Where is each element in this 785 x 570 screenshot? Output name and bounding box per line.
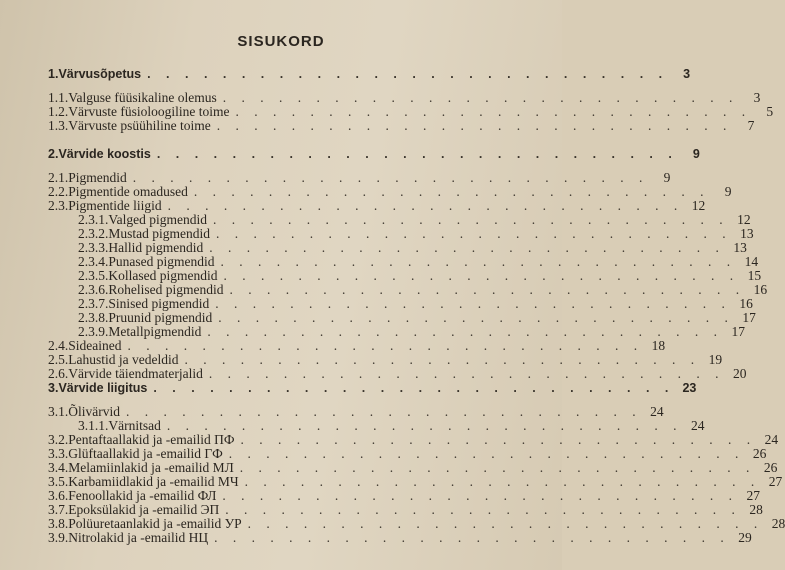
dot-leader: . . . . . . . . . . . . . . . . . . . . . . . . . . . . [220,254,737,269]
toc-title: Pruunid pigmendid [108,310,213,325]
toc-number: 2.3.8. [78,310,109,325]
dot-leader: . . . . . . . . . . . . . . . . . . . . . . . . . . . . [228,446,745,461]
toc-number: 3.1.1. [78,418,109,433]
toc-number: 1.1. [48,90,69,105]
dot-leader: . . . . . . . . . . . . . . . . . . . . . . . . . . . . [229,282,746,297]
dot-leader: . . . . . . . . . . . . . . . . . . . . . . . . . . . . [235,104,752,119]
toc-title: Värvuste füsioloogiline toime [68,104,230,119]
toc-number: 2.6. [48,366,69,381]
toc-number: 2. [48,147,59,161]
dot-leader: . . . . . . . . . . . . . . . . . . . . . . . . . . . . [218,310,734,325]
toc-page-number: 3 [753,90,761,105]
toc-number: 2.3.5. [78,268,109,283]
toc-title: Pigmentide liigid [68,198,162,213]
toc-number: 2.3.6. [78,282,109,297]
dot-leader: . . . . . . . . . . . . . . . . . . . . . . . . . . . . [208,366,725,381]
dot-leader: . . . . . . . . . . . . . . . . . . . . . . . . . . . . [193,184,710,199]
toc-title: Sinised pigmendid [108,296,210,311]
toc-page-number: 24 [764,432,779,447]
toc-title: Lahustid ja vedeldid [68,352,179,367]
dot-leader: . . . . . . . . . . . . . . . . . . . . . . . . . . . . [212,212,729,227]
toc-title: Mustad pigmendid [108,226,210,241]
toc-entry [48,118,755,134]
toc-page-number: 12 [737,212,751,227]
toc-number: 1. [48,67,59,81]
dot-leader: . . . . . . . . . . . . . . . . . . . . . . . . . . . . [244,474,761,489]
toc-section-heading [48,66,691,82]
toc-page-number: 29 [738,530,752,545]
toc-title: Värvide koostis [58,147,151,161]
dot-leader: . . . . . . . . . . . . . . . . . . . . . . . . . . . . [132,170,649,185]
toc-number: 3.6. [48,488,69,503]
toc-number: 2.3.3. [78,240,109,255]
toc-number: 2.3.7. [78,296,109,311]
toc-title: Sideained [68,338,122,353]
toc-section-heading [48,380,697,396]
page-title: SISUKORD [237,33,325,50]
dot-leader: . . . . . . . . . . . . . . . . . . . . . . . . . . . . [126,404,642,419]
toc-entry [48,530,752,546]
toc-page-number: 24 [690,418,705,433]
toc-title: Glüftaallakid ja -emailid ГФ [68,446,223,461]
toc-number: 2.4. [48,338,69,353]
toc-page-number: 12 [691,198,706,213]
toc-title: Õlivärvid [68,404,120,419]
dot-leader: . . . . . . . . . . . . . . . . . . . . . . . . . . . . [147,67,669,81]
dot-leader: . . . . . . . . . . . . . . . . . . . . . . . . . . . . [223,268,740,283]
dot-leader: . . . . . . . . . . . . . . . . . . . . . . . . . . . . [127,338,644,353]
toc-number: 2.3. [48,198,69,213]
toc-number: 1.2. [48,104,69,119]
toc-page-number: 14 [744,254,759,269]
dot-leader: . . . . . . . . . . . . . . . . . . . . . . . . . . . . [214,530,730,545]
toc-number: 3.9. [48,530,69,545]
toc-title: Värvide liigitus [58,381,148,395]
toc-title: Pigmendid [68,170,127,185]
toc-title: Värnitsad [108,418,161,433]
toc-number: 2.3.2. [78,226,109,241]
toc-page-number: 9 [724,184,732,199]
toc-title: Värvide täiendmaterjalid [68,366,203,381]
toc-title: Värvusõpetus [58,67,142,81]
toc-number: 2.5. [48,352,69,367]
toc-title: Värvuste psüühiline toime [68,118,211,133]
dot-leader: . . . . . . . . . . . . . . . . . . . . . . . . . . . . [167,198,684,213]
toc-page-number: 16 [739,296,753,311]
dot-leader: . . . . . . . . . . . . . . . . . . . . . . . . . . . . [247,516,764,531]
toc-page-number: 7 [747,118,755,133]
toc-page-number: 3 [683,67,691,81]
dot-leader: . . . . . . . . . . . . . . . . . . . . . . . . . . . . [222,90,739,105]
toc-title: Valged pigmendid [108,212,207,227]
toc-number: 2.3.1. [78,212,109,227]
toc-title: Polüuretaanlakid ja -emailid УР [68,516,242,531]
toc-page-number: 17 [731,324,745,339]
toc-number: 1.3. [48,118,69,133]
dot-leader: . . . . . . . . . . . . . . . . . . . . . . . . . . . . [222,488,739,503]
toc-number: 3.5. [48,474,69,489]
toc-number: 3.8. [48,516,69,531]
toc-number: 2.3.4. [78,254,109,269]
dot-leader: . . . . . . . . . . . . . . . . . . . . . . . . . . . . [240,432,757,447]
toc-page-number: 27 [768,474,783,489]
toc-page-number: 18 [651,338,666,353]
toc-title: Pigmentide omadused [68,184,188,199]
toc-page-number: 17 [742,310,756,325]
toc-title: Rohelised pigmendid [108,282,224,297]
toc-number: 3.2. [48,432,69,447]
toc-number: 2.3.9. [78,324,109,339]
toc-title: Metallpigmendid [108,324,202,339]
toc-page-number: 27 [746,488,761,503]
toc-page-number: 9 [692,147,700,161]
toc-number: 3.7. [48,502,69,517]
toc-title: Fenoollakid ja -emailid ФЛ [68,488,217,503]
toc-title: Pentaftaallakid ja -emailid ПФ [68,432,235,447]
toc-page-number: 26 [763,460,778,475]
toc-title: Kollased pigmendid [108,268,218,283]
dot-leader: . . . . . . . . . . . . . . . . . . . . . . . . . . . . [209,240,725,255]
dot-leader: . . . . . . . . . . . . . . . . . . . . . . . . . . . . [215,296,731,311]
toc-number: 3. [48,381,59,395]
toc-number: 3.3. [48,446,69,461]
toc-page-number: 9 [663,170,671,185]
toc-page-number: 5 [766,104,774,119]
toc-title: Punased pigmendid [108,254,215,269]
toc-title: Epoksülakid ja -emailid ЭП [68,502,220,517]
toc-number: 3.1. [48,404,69,419]
dot-leader: . . . . . . . . . . . . . . . . . . . . . . . . . . . . [153,381,675,395]
toc-page-number: 26 [752,446,767,461]
toc-number: 2.2. [48,184,69,199]
toc-page-number: 15 [747,268,762,283]
toc-page-number: 28 [749,502,763,517]
toc-title: Valguse füüsikaline olemus [68,90,217,105]
dot-leader: . . . . . . . . . . . . . . . . . . . . . . . . . . . . [184,352,701,367]
toc-title: Hallid pigmendid [108,240,204,255]
toc-title: Karbamiidlakid ja -emailid МЧ [68,474,239,489]
dot-leader: . . . . . . . . . . . . . . . . . . . . . . . . . . . . [216,118,733,133]
toc-page-number: 16 [753,282,768,297]
toc-page-number: 23 [682,381,697,395]
toc-title: Nitrolakid ja -emailid НЦ [68,530,209,545]
toc-page-number: 20 [732,366,747,381]
dot-leader: . . . . . . . . . . . . . . . . . . . . . . . . . . . . [225,502,741,517]
dot-leader: . . . . . . . . . . . . . . . . . . . . . . . . . . . . [156,147,678,161]
dot-leader: . . . . . . . . . . . . . . . . . . . . . . . . . . . . [216,226,732,241]
toc-section-heading [48,146,700,162]
dot-leader: . . . . . . . . . . . . . . . . . . . . . . . . . . . . [239,460,756,475]
dot-leader: . . . . . . . . . . . . . . . . . . . . . . . . . . . . [207,324,723,339]
toc-page-number: 19 [708,352,723,367]
toc-number: 2.1. [48,170,69,185]
toc-page-number: 13 [733,240,747,255]
toc-page-number: 28 [771,516,785,531]
toc-page-number: 13 [740,226,754,241]
toc-number: 3.4. [48,460,69,475]
toc-title: Melamiinlakid ja -emailid МЛ [68,460,234,475]
dot-leader: . . . . . . . . . . . . . . . . . . . . . . . . . . . . [166,418,683,433]
toc-page-number: 24 [650,404,664,419]
